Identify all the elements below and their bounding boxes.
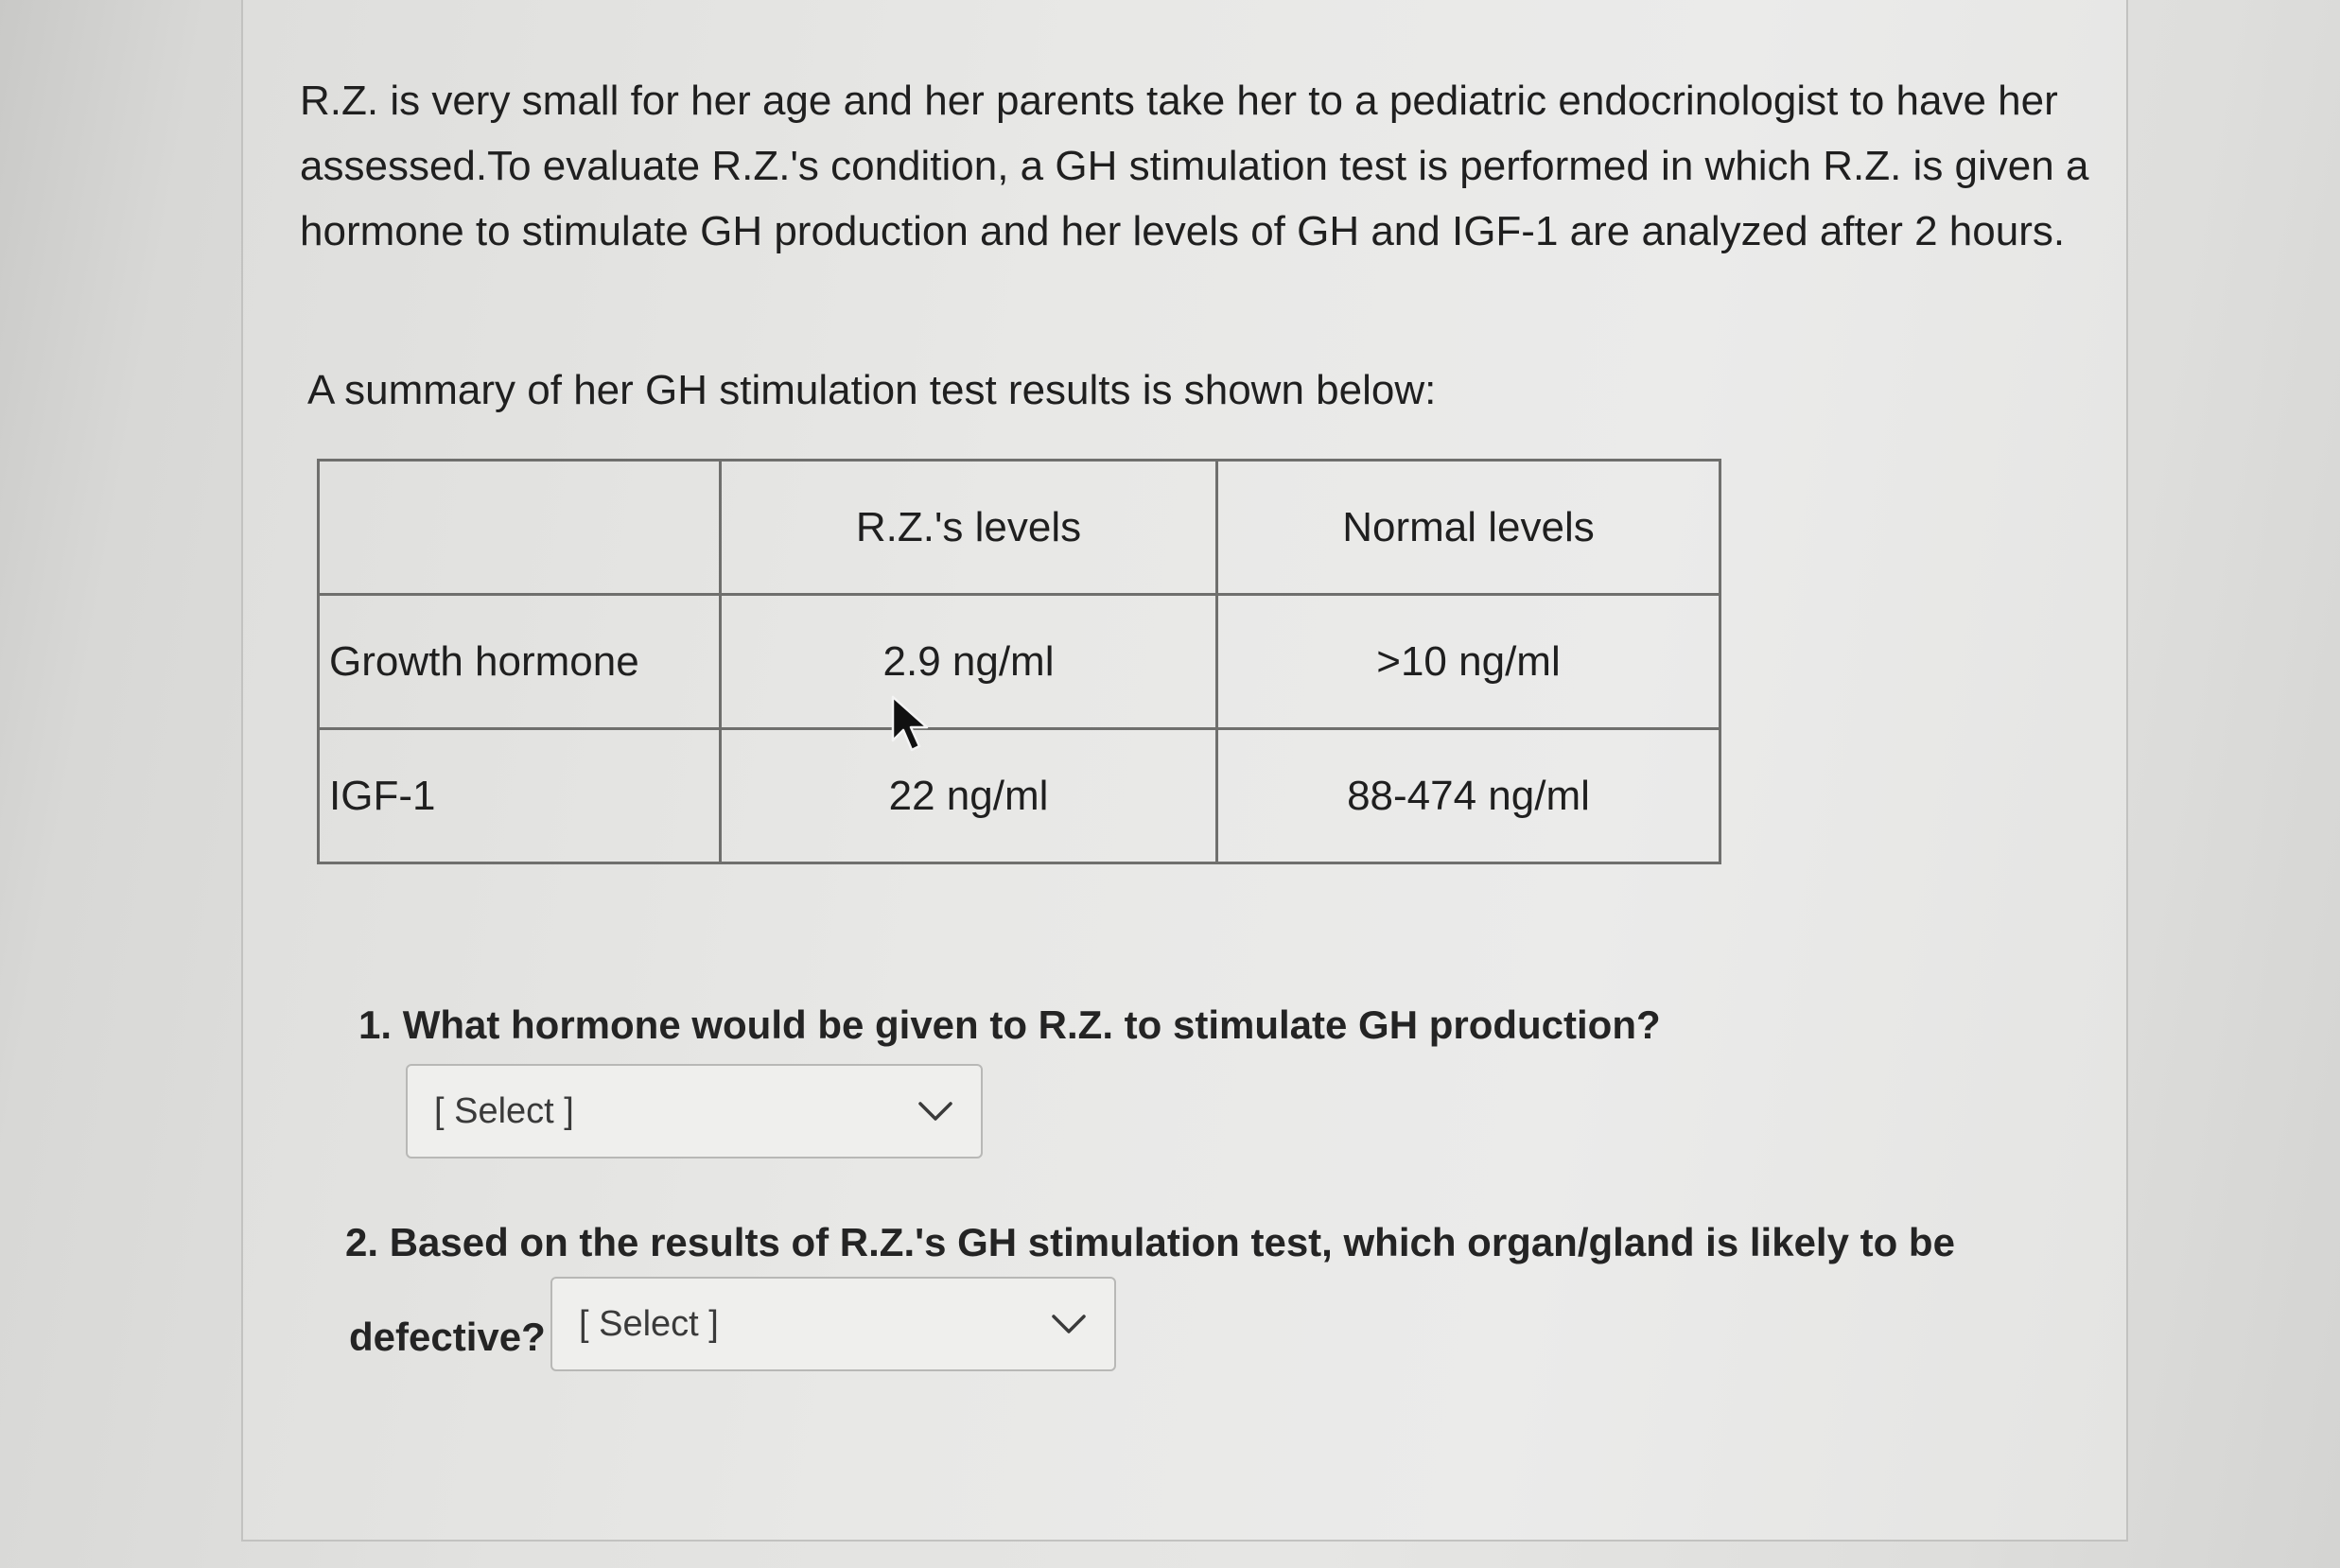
question-1-select[interactable] (406, 1064, 983, 1159)
results-table (317, 459, 1721, 864)
question-2-select-value: [ Select ] (579, 1303, 719, 1344)
question-panel (241, 0, 2128, 1542)
table-cell-normal-level: >10 ng/ml (1217, 595, 1720, 729)
table-header-rz-levels: R.Z.'s levels (721, 461, 1217, 595)
table-header-normal-levels: Normal levels (1217, 461, 1720, 595)
question-2-select[interactable] (550, 1277, 1116, 1371)
question-2-text-continued: defective? (349, 1315, 546, 1359)
chevron-down-icon (1050, 1313, 1088, 1335)
table-header-blank (319, 461, 721, 595)
question-2-text: 2. Based on the results of R.Z.'s GH stimulation test, which organ/gland is likely to be (345, 1220, 1955, 1264)
table-cell-rz-level: 2.9 ng/ml (721, 595, 1217, 729)
question-1-select-value: [ Select ] (434, 1090, 574, 1131)
table-header-row (319, 461, 1720, 595)
table-row (319, 595, 1720, 729)
table-row (319, 729, 1720, 863)
arrow-cursor-icon (889, 695, 936, 754)
table-row-label: IGF-1 (319, 729, 721, 863)
intro-paragraph: R.Z. is very small for her age and her parents take her to a pediatric endocrinologist to have her assessed.To evaluate R.Z.'s condition, a GH stimulation test is performed in which R.Z. is given a hormone to stimulate GH production and her levels of GH and IGF-1 are analyzed after 2 hours. (300, 78, 2089, 254)
summary-text: A summary of her GH stimulation test results is shown below: (307, 367, 1437, 413)
question-1-text: 1. What hormone would be given to R.Z. to stimulate GH production? (358, 1002, 1661, 1047)
table-row-label: Growth hormone (319, 595, 721, 729)
table-cell-rz-level: 22 ng/ml (721, 729, 1217, 863)
table-cell-normal-level: 88-474 ng/ml (1217, 729, 1720, 863)
chevron-down-icon (917, 1100, 954, 1123)
